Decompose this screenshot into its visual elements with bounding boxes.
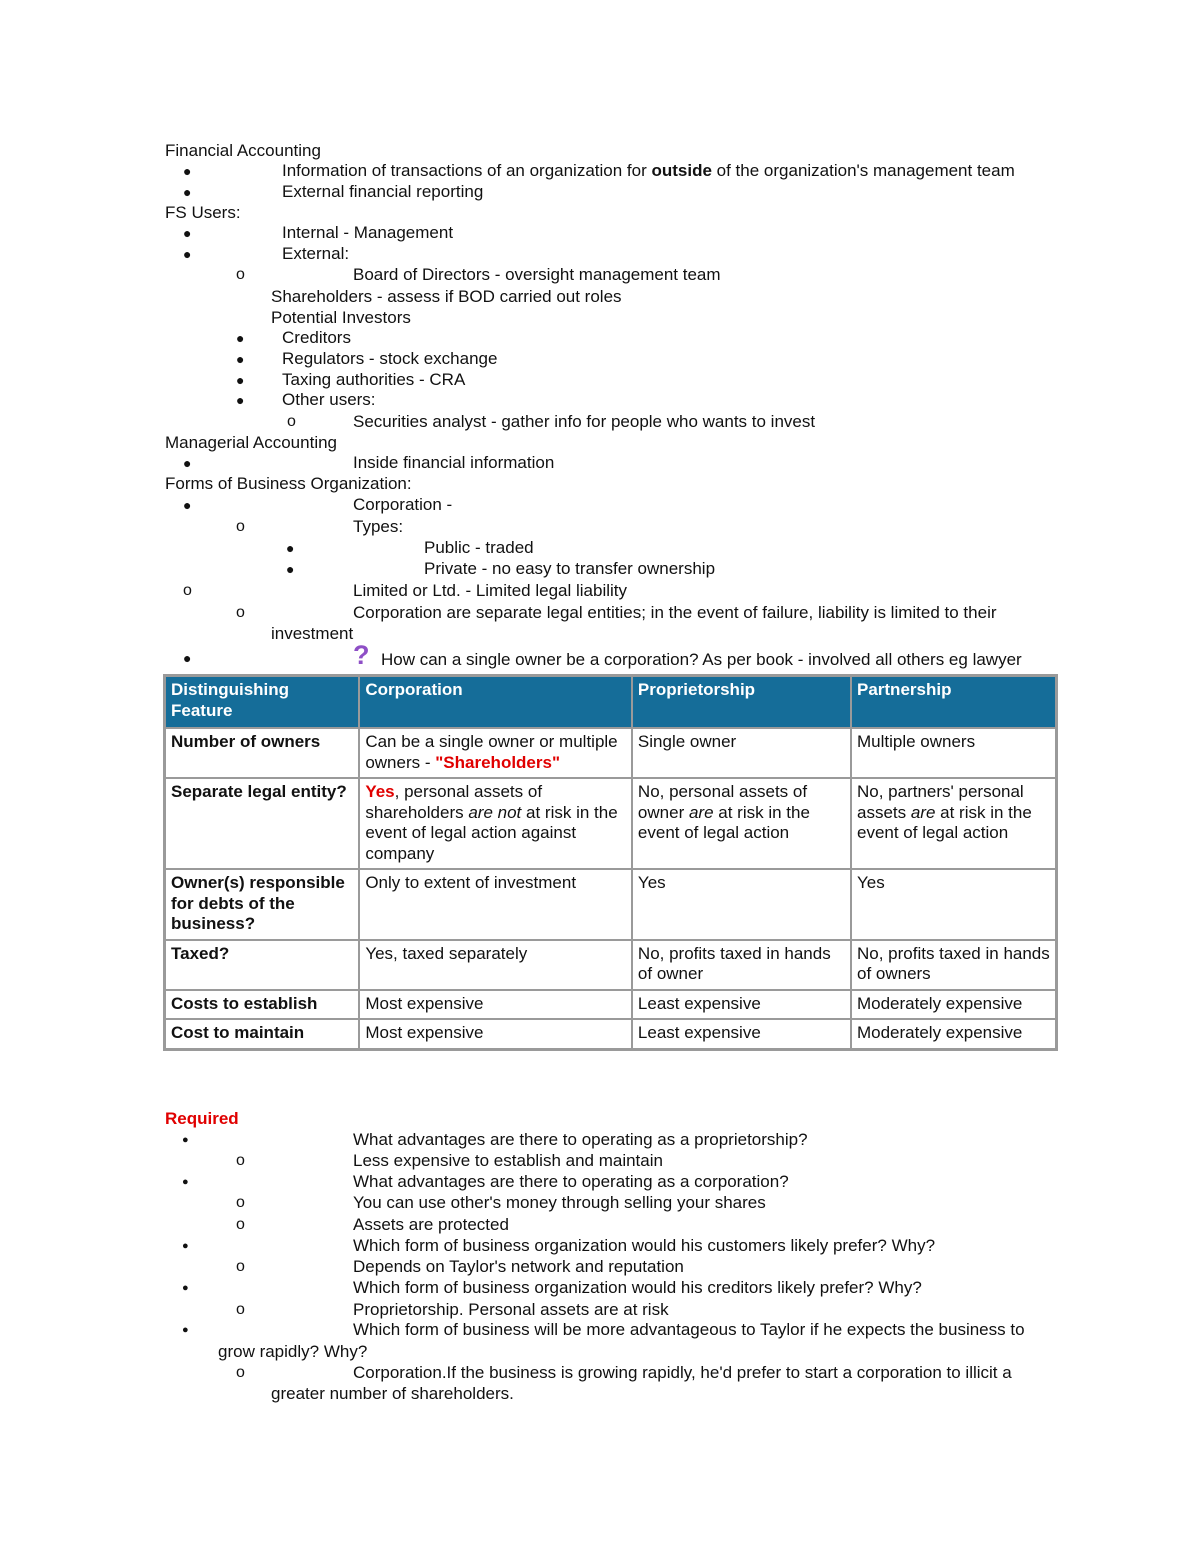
table-cell: Moderately expensive bbox=[851, 990, 1056, 1020]
circle-bullet-icon: o bbox=[236, 1364, 245, 1381]
table-cell: Yes bbox=[851, 869, 1056, 940]
list-item: grow rapidly? Why? bbox=[218, 1342, 368, 1361]
list-item: Securities analyst - gather info for people who wants to invest bbox=[353, 412, 816, 431]
table-cell: No, profits taxed in hands of owner bbox=[632, 940, 851, 990]
circle-bullet-icon: o bbox=[236, 604, 245, 621]
table-cell: Most expensive bbox=[359, 990, 632, 1020]
list-item: investment bbox=[271, 624, 354, 643]
bullet-icon: ● bbox=[236, 392, 245, 408]
table-cell: Least expensive bbox=[632, 990, 851, 1020]
column-header: Distinguishing Feature bbox=[165, 676, 359, 728]
table-cell: Yes, taxed separately bbox=[359, 940, 632, 990]
circle-bullet-icon: o bbox=[183, 582, 192, 599]
list-item: Proprietorship. Personal assets are at risk bbox=[353, 1300, 669, 1319]
table-cell: Single owner bbox=[632, 728, 851, 778]
circle-bullet-icon: o bbox=[287, 413, 296, 430]
table-header-row bbox=[165, 676, 1056, 728]
list-item: Other users: bbox=[282, 390, 376, 409]
list-item: Internal - Management bbox=[282, 223, 454, 242]
bullet-icon: ● bbox=[236, 372, 245, 388]
bullet-icon: ● bbox=[182, 1134, 189, 1146]
list-item: Corporation - bbox=[353, 495, 453, 514]
list-item: You can use other's money through selling your shares bbox=[353, 1193, 766, 1212]
bullet-icon: ● bbox=[183, 455, 192, 471]
table-row bbox=[165, 728, 1056, 778]
table-row bbox=[165, 940, 1056, 990]
bullet-icon: ● bbox=[183, 246, 192, 262]
list-item: Potential Investors bbox=[271, 308, 411, 327]
list-item: Inside financial information bbox=[353, 453, 555, 472]
bullet-icon: ● bbox=[182, 1176, 189, 1188]
list-item: External financial reporting bbox=[282, 182, 484, 201]
list-item: What advantages are there to operating as a corporation? bbox=[353, 1172, 789, 1191]
list-item: How can a single owner be a corporation? As per book - involved all others eg lawyer bbox=[381, 650, 1022, 669]
bullet-icon: ● bbox=[183, 225, 192, 241]
circle-bullet-icon: o bbox=[236, 1258, 245, 1275]
list-item: External: bbox=[282, 244, 350, 263]
circle-bullet-icon: o bbox=[236, 266, 245, 283]
table-row bbox=[165, 990, 1056, 1020]
bullet-icon: ● bbox=[183, 650, 192, 666]
list-item: Information of transactions of an organization for outside of the organization's management team bbox=[282, 161, 1015, 180]
heading-managerial-accounting: Managerial Accounting bbox=[165, 433, 338, 452]
circle-bullet-icon: o bbox=[236, 1152, 245, 1169]
list-item: Public - traded bbox=[424, 538, 534, 557]
bullet-icon: ● bbox=[183, 163, 192, 179]
bullet-icon: ● bbox=[182, 1240, 189, 1252]
bullet-icon: ● bbox=[182, 1282, 189, 1294]
table-cell: Yes bbox=[632, 869, 851, 940]
table-cell: Moderately expensive bbox=[851, 1019, 1056, 1049]
table-cell: Only to extent of investment bbox=[359, 869, 632, 940]
list-item: Less expensive to establish and maintain bbox=[353, 1151, 663, 1170]
list-item: Which form of business will be more advantageous to Taylor if he expects the business to bbox=[353, 1320, 1025, 1339]
bullet-icon: ● bbox=[182, 1324, 189, 1336]
circle-bullet-icon: o bbox=[236, 518, 245, 535]
list-item: Which form of business organization would his creditors likely prefer? Why? bbox=[353, 1278, 922, 1297]
list-item: Which form of business organization would his customers likely prefer? Why? bbox=[353, 1236, 936, 1255]
bullet-icon: ● bbox=[183, 497, 192, 513]
feature-cell: Taxed? bbox=[165, 940, 359, 990]
question-mark-icon: ? bbox=[353, 640, 370, 670]
table-cell: Most expensive bbox=[359, 1019, 632, 1049]
bullet-icon: ● bbox=[236, 330, 245, 346]
table-cell: Can be a single owner or multiple owners - "Shareholders" bbox=[359, 728, 632, 778]
table-row bbox=[165, 778, 1056, 869]
column-header: Partnership bbox=[851, 676, 1056, 728]
feature-cell: Owner(s) responsible for debts of the business? bbox=[165, 869, 359, 940]
heading-financial-accounting: Financial Accounting bbox=[165, 141, 321, 160]
feature-cell: Number of owners bbox=[165, 728, 359, 778]
list-item: Limited or Ltd. - Limited legal liability bbox=[353, 581, 628, 600]
table-cell: Least expensive bbox=[632, 1019, 851, 1049]
table-cell: No, partners' personal assets are at risk in the event of legal action bbox=[851, 778, 1056, 869]
list-item: Corporation are separate legal entities; in the event of failure, liability is limited to their bbox=[353, 603, 997, 622]
bullet-icon: ● bbox=[236, 351, 245, 367]
bullet-icon: ● bbox=[286, 561, 295, 577]
bullet-icon: ● bbox=[183, 184, 192, 200]
table-cell: No, personal assets of owner are at risk in the event of legal action bbox=[632, 778, 851, 869]
table-row bbox=[165, 869, 1056, 940]
list-item: Creditors bbox=[282, 328, 351, 347]
feature-cell: Cost to maintain bbox=[165, 1019, 359, 1049]
comparison-table bbox=[163, 674, 1058, 1051]
heading-fs-users: FS Users: bbox=[165, 203, 241, 222]
column-header: Corporation bbox=[359, 676, 632, 728]
list-item: Corporation.If the business is growing rapidly, he'd prefer to start a corporation to illicit a bbox=[353, 1363, 1012, 1382]
list-item: Depends on Taylor's network and reputation bbox=[353, 1257, 684, 1276]
list-item: Private - no easy to transfer ownership bbox=[424, 559, 716, 578]
table-cell: No, profits taxed in hands of owners bbox=[851, 940, 1056, 990]
table-cell: Multiple owners bbox=[851, 728, 1056, 778]
required-heading: Required bbox=[165, 1109, 239, 1128]
circle-bullet-icon: o bbox=[236, 1216, 245, 1233]
list-item: Types: bbox=[353, 517, 404, 536]
list-item: Regulators - stock exchange bbox=[282, 349, 498, 368]
feature-cell: Costs to establish bbox=[165, 990, 359, 1020]
table-row bbox=[165, 1019, 1056, 1049]
feature-cell: Separate legal entity? bbox=[165, 778, 359, 869]
circle-bullet-icon: o bbox=[236, 1301, 245, 1318]
table-cell: Yes, personal assets of shareholders are not at risk in the event of legal action against company bbox=[359, 778, 632, 869]
list-item: greater number of shareholders. bbox=[271, 1384, 514, 1403]
list-item: Assets are protected bbox=[353, 1215, 509, 1234]
list-item: Taxing authorities - CRA bbox=[282, 370, 466, 389]
heading-forms-of-business: Forms of Business Organization: bbox=[165, 474, 412, 493]
column-header: Proprietorship bbox=[632, 676, 851, 728]
bullet-icon: ● bbox=[286, 540, 295, 556]
list-item: What advantages are there to operating as a proprietorship? bbox=[353, 1130, 808, 1149]
list-item: Shareholders - assess if BOD carried out roles bbox=[271, 287, 622, 306]
list-item: Board of Directors - oversight management team bbox=[353, 265, 721, 284]
circle-bullet-icon: o bbox=[236, 1194, 245, 1211]
